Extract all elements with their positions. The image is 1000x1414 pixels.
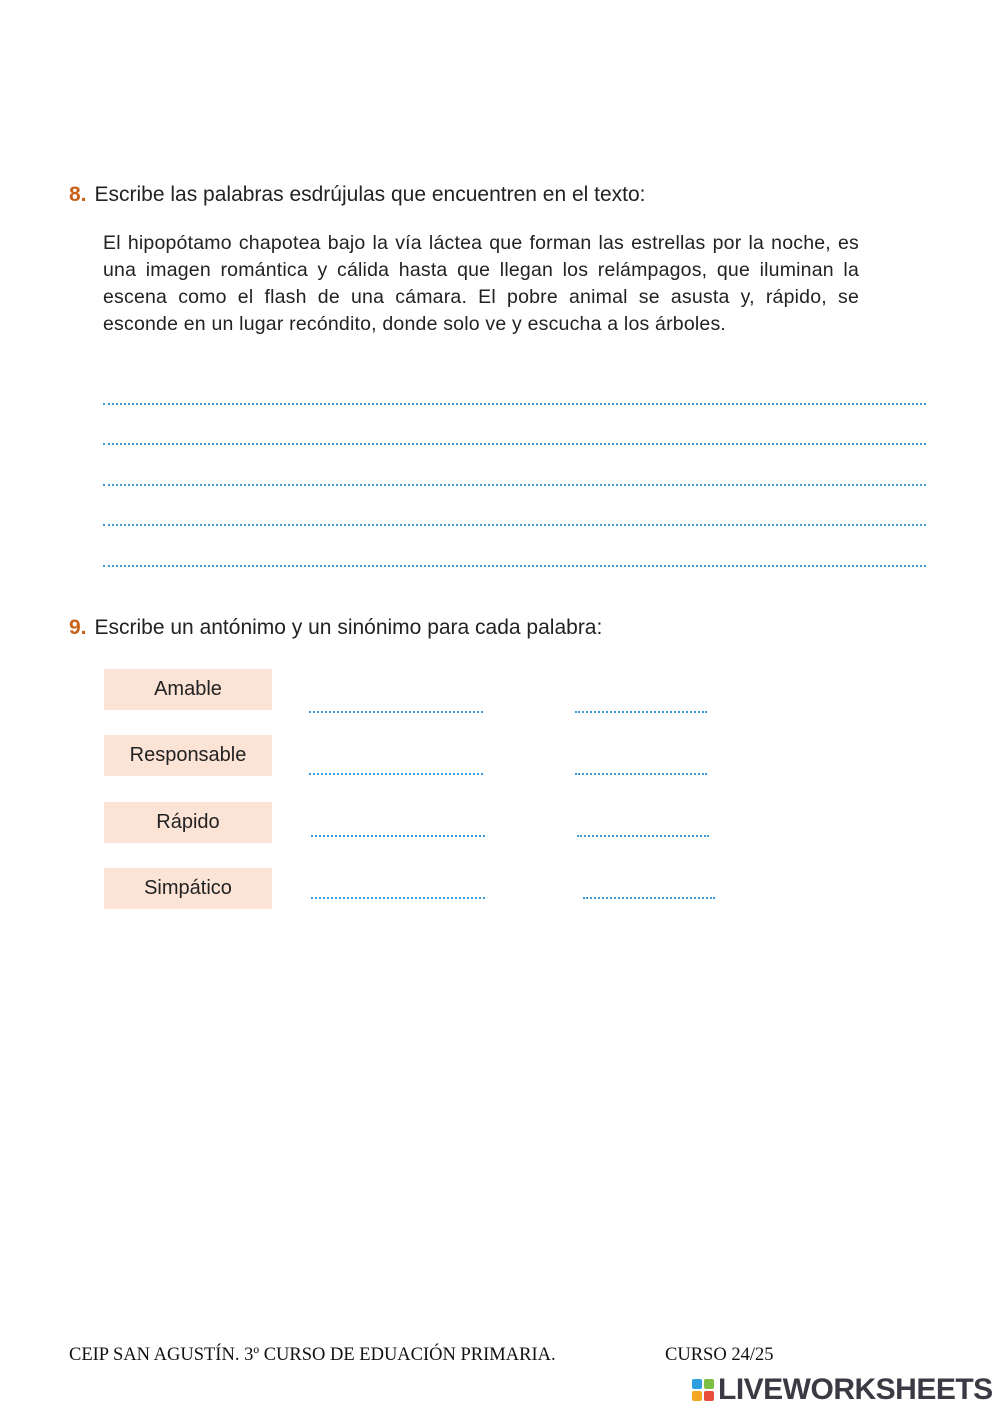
synonym-blank-responsable[interactable] bbox=[575, 773, 707, 775]
antonym-blank-responsable[interactable] bbox=[309, 773, 483, 775]
answer-line-1[interactable] bbox=[103, 403, 926, 405]
answer-line-4[interactable] bbox=[103, 524, 926, 526]
answer-line-5[interactable] bbox=[103, 565, 926, 567]
logo-text: LIVEWORKSHEETS bbox=[718, 1373, 993, 1406]
synonym-blank-simpatico[interactable] bbox=[583, 897, 715, 899]
question-prompt: Escribe las palabras esdrújulas que encuentren en el texto: bbox=[94, 183, 646, 206]
liveworksheets-logo[interactable] bbox=[692, 1373, 993, 1407]
question-number: 8. bbox=[69, 183, 87, 206]
question-9-title bbox=[69, 617, 602, 638]
synonym-blank-amable[interactable] bbox=[575, 711, 707, 713]
question-8-title bbox=[69, 184, 646, 205]
answer-line-2[interactable] bbox=[103, 443, 926, 445]
word-box-amable: Amable bbox=[104, 669, 272, 710]
question-prompt: Escribe un antónimo y un sinónimo para cada palabra: bbox=[94, 616, 603, 639]
antonym-blank-amable[interactable] bbox=[309, 711, 483, 713]
answer-line-3[interactable] bbox=[103, 484, 926, 486]
footer-school: CEIP SAN AGUSTÍN. 3º CURSO DE EDUACIÓN PRIMARIA. bbox=[69, 1345, 556, 1365]
reading-passage: El hipopótamo chapotea bajo la vía láctea que forman las estrellas por la noche, es una imagen romántica y cálida hasta que llegan los relámpagos, que iluminan la escena como el flash de una cámara. El pobre animal se asusta y, rápido, se esconde en un lugar recóndito, donde solo ve y escucha a los árboles. bbox=[103, 232, 859, 335]
word-box-rapido: Rápido bbox=[104, 802, 272, 843]
footer-course: CURSO 24/25 bbox=[665, 1345, 774, 1365]
question-number: 9. bbox=[69, 616, 87, 639]
antonym-blank-simpatico[interactable] bbox=[311, 897, 485, 899]
antonym-blank-rapido[interactable] bbox=[311, 835, 485, 837]
liveworksheets-logo-icon bbox=[692, 1379, 714, 1401]
synonym-blank-rapido[interactable] bbox=[577, 835, 709, 837]
word-box-responsable: Responsable bbox=[104, 735, 272, 776]
word-box-simpatico: Simpático bbox=[104, 868, 272, 909]
